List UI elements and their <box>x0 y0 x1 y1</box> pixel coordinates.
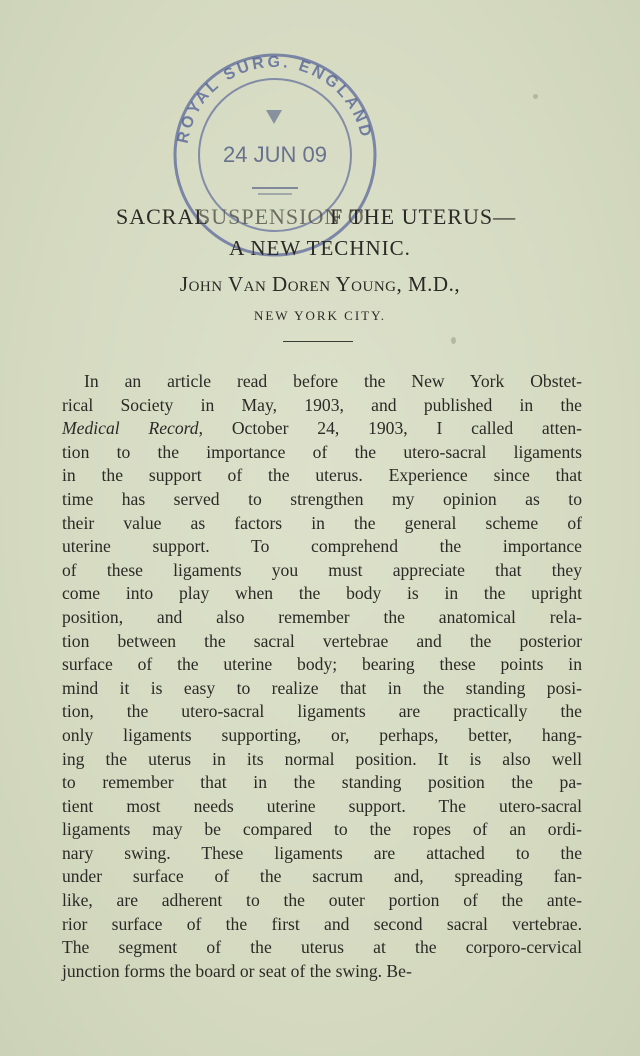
paragraph-line: nary swing. These ligaments are attached to the <box>62 842 582 863</box>
paragraph-line: tion to the importance of the utero-sacral ligaments <box>62 441 582 462</box>
paragraph-line: position, and also remember the anatomical rela- <box>62 606 582 627</box>
paragraph-line: tient most needs uterine support. The utero-sacral <box>62 795 582 816</box>
paper-speck <box>533 94 538 99</box>
paragraph-line: In an article read before the New York Obstet- <box>84 371 582 391</box>
paragraph-line: only ligaments supporting, or, perhaps, better, hang- <box>62 724 582 745</box>
article-title-line-2: A NEW TECHNIC. <box>229 236 411 260</box>
paragraph-line: their value as factors in the general scheme of <box>62 512 582 533</box>
paragraph-line: of these ligaments you must appreciate that they <box>62 559 582 580</box>
paragraph-line: mind it is easy to realize that in the standing posi- <box>62 677 582 698</box>
paragraph-line: ing the uterus in its normal position. It is also well <box>62 748 582 769</box>
paragraph-line: uterine support. To comprehend the importance <box>62 536 582 557</box>
paragraph-line: junction forms the board or seat of the swing. Be- <box>62 960 412 981</box>
paragraph-line: The segment of the uterus at the corporo-cervical <box>62 937 582 958</box>
title-divider-rule <box>283 341 353 342</box>
article-title-line-1 <box>0 204 640 234</box>
paragraph-line: tion between the sacral vertebrae and the posterior <box>62 630 582 651</box>
italic-journal-title: Medical Record <box>62 418 199 439</box>
paragraph-line: come into play when the body is in the upright <box>62 583 582 604</box>
paragraph-line: Medical Record, October 24, 1903, I called atten- <box>62 418 582 439</box>
author-name: John Van Doren Young, M.D., <box>179 272 461 296</box>
paragraph-line: rior surface of the first and second sacral vertebrae. <box>62 913 582 934</box>
paragraph-line: time has served to strengthen my opinion as to <box>62 488 582 509</box>
paper-speck <box>451 337 456 344</box>
title-word-sacral: SACRAL <box>116 204 209 229</box>
paragraph-line: like, are adherent to the outer portion of the ante- <box>62 890 582 911</box>
paragraph-line: ligaments may be compared to the ropes of an ordi- <box>62 819 582 840</box>
paragraph-line: in the support of the uterus. Experience since that <box>62 465 582 486</box>
paragraph-line: rical Society in May, 1903, and published in the <box>62 394 582 415</box>
stamp-ring-text: ROYAL SURG. ENGLAND <box>174 53 375 145</box>
paragraph-line: surface of the uterine body; bearing these points in <box>62 654 582 675</box>
stamp-date: 24 JUN 09 <box>223 142 327 167</box>
article-paragraph <box>62 370 582 983</box>
title-word-suspension: SUSPENSION O <box>198 204 365 229</box>
paragraph-line: tion, the utero-sacral ligaments are practically the <box>62 701 582 722</box>
title-words-of-the-uterus: F THE UTERUS— <box>330 204 517 229</box>
author-location: NEW YORK CITY. <box>253 308 387 323</box>
paragraph-line: to remember that in the standing position the pa- <box>62 772 582 793</box>
paragraph-line: under surface of the sacrum and, spreading fan- <box>62 866 582 887</box>
